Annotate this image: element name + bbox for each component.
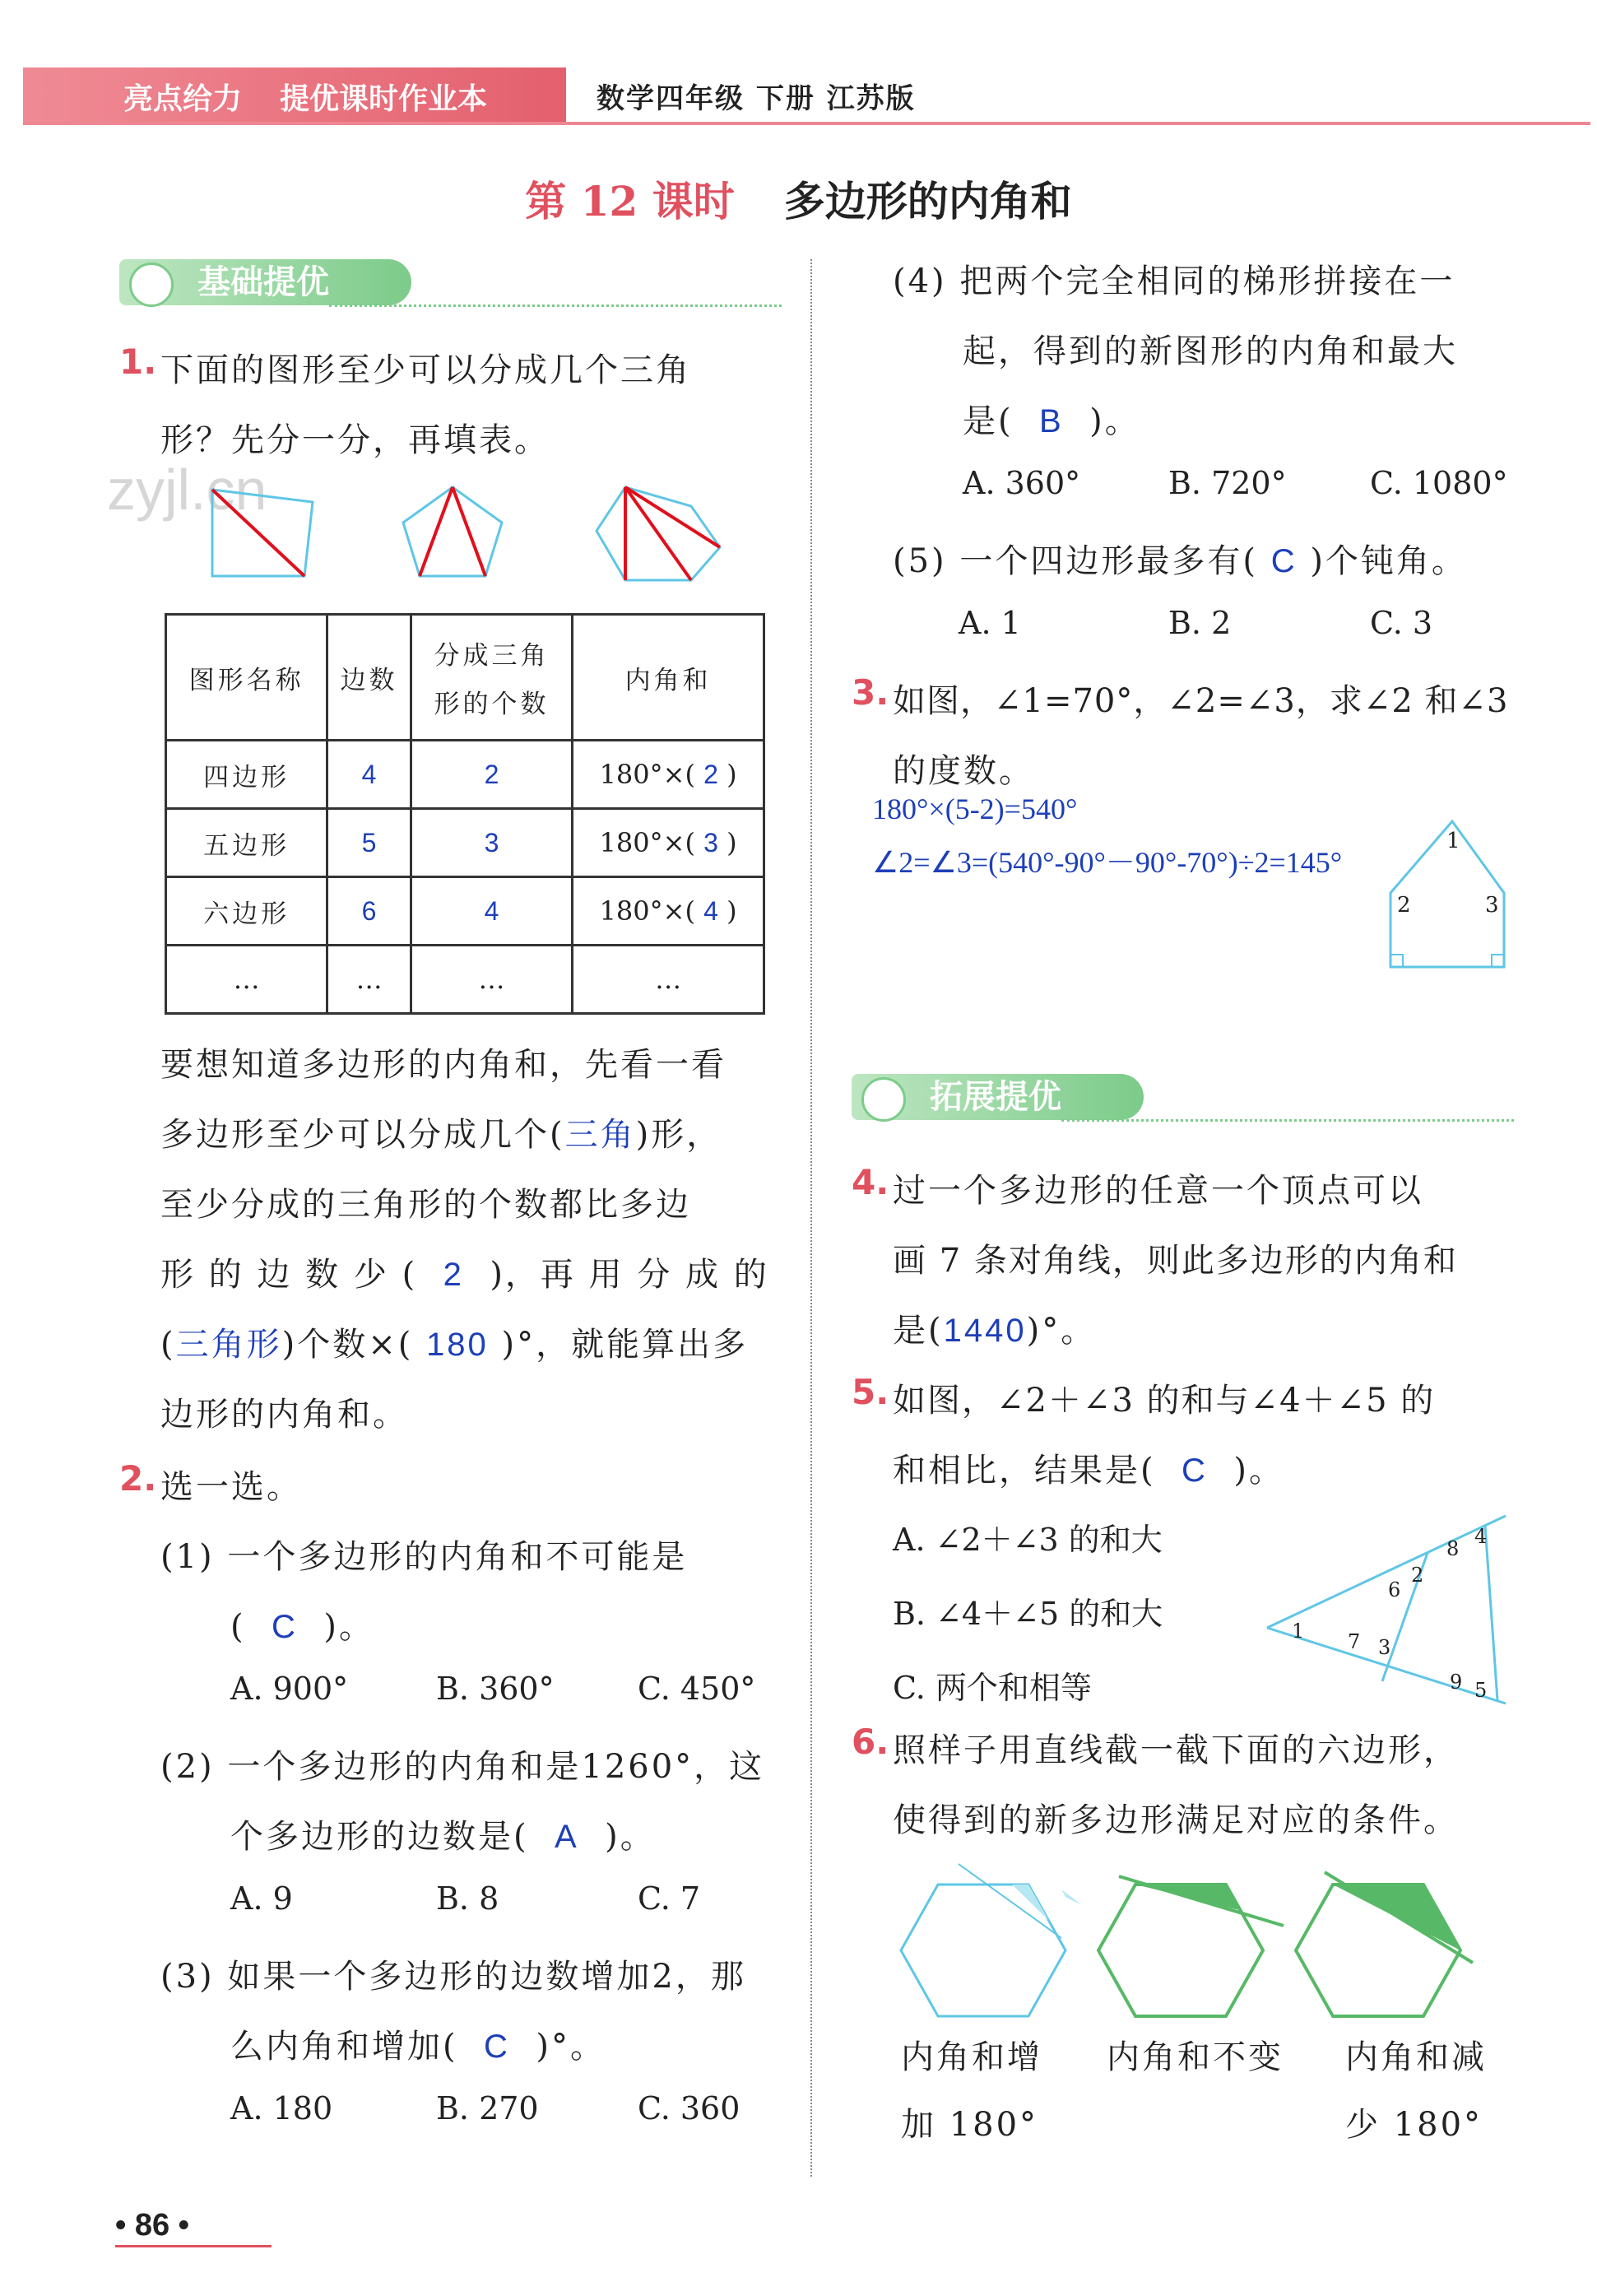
angle-label-1: 1 <box>1446 829 1460 853</box>
q4-line2: 画 7 条对角线，则此多边形的内角和 <box>893 1242 1458 1280</box>
hexagon-decrease-sum <box>1296 1872 1473 2016</box>
sprout-icon <box>129 263 174 307</box>
hexagon-keep-sum <box>1098 1876 1284 2016</box>
q2-s1-line2: ( C )。 <box>230 1608 374 1646</box>
q2-s1-opt-c: C. 450° <box>638 1671 756 1707</box>
q1-line1: 下面的图形至少可以分成几个三角 <box>160 351 691 389</box>
q1-p5: (三角形)个数×( 180 )°，就能算出多 <box>160 1326 749 1364</box>
pent-cut-line-1 <box>420 487 453 576</box>
header-book: 提优课时作业本 <box>280 82 488 116</box>
th-name: 图形名称 <box>166 615 327 741</box>
q1-p6: 边形的内角和。 <box>160 1396 408 1434</box>
q1-p2: 多边形至少可以分成几个(三角)形， <box>160 1116 722 1154</box>
q3-pentagon-figure <box>1382 815 1514 979</box>
page-number: • 86 • <box>115 2208 189 2243</box>
q5-line2: 和相比，结果是( C )。 <box>893 1452 1284 1490</box>
q2-s3-opt-c: C. 360 <box>638 2090 740 2126</box>
th-tri: 分成三角 形的个数 <box>411 615 572 741</box>
q5-number: 5. <box>852 1372 889 1412</box>
magnifier-icon <box>861 1077 906 1122</box>
q2-s3-line1: (3) 如果一个多边形的边数增加2，那 <box>160 1958 746 1996</box>
watermark: zyjl.cn <box>107 458 267 522</box>
q6-line1: 照样子用直线截一截下面的六边形， <box>893 1731 1459 1769</box>
q1-table <box>165 613 765 1015</box>
q3-line2: 的度数。 <box>893 752 1034 790</box>
fig-label-2: 2 <box>1411 1564 1424 1587</box>
fig-label-9: 9 <box>1450 1671 1463 1694</box>
page-title <box>0 169 1597 228</box>
table-row: 六边形 6 4 180°×( 4 ) <box>166 877 764 946</box>
q3-number: 3. <box>852 672 889 713</box>
quad-cut-line <box>212 490 304 576</box>
q6-caption-2-l1: 内角和不变 <box>1107 2038 1284 2076</box>
angle-label-3: 3 <box>1485 893 1499 918</box>
fig-label-5: 5 <box>1474 1679 1488 1702</box>
hexagon-example <box>901 1864 1082 2016</box>
q4-line3: 是(1440)°。 <box>893 1312 1097 1350</box>
q6-line2: 使得到的新多边形满足对应的条件。 <box>893 1801 1459 1839</box>
page-number-rule <box>115 2245 272 2247</box>
lesson-topic: 多边形的内角和 <box>783 177 1072 225</box>
table-row: … … … … <box>166 946 764 1014</box>
q6-hexagons <box>889 1860 1539 2024</box>
q2-s4-opt-a: A. 360° <box>963 465 1081 501</box>
hex-cut-line-2 <box>625 487 691 580</box>
q6-number: 6. <box>852 1722 889 1762</box>
q2-s5-line1: (5) 一个四边形最多有( C )个钝角。 <box>893 542 1467 580</box>
section-basic-rule <box>329 304 782 307</box>
q2-s1-line1: (1) 一个多边形的内角和不可能是 <box>160 1538 688 1576</box>
q2-number: 2. <box>119 1458 157 1499</box>
table-row: 四边形 4 2 180°×( 2 ) <box>166 741 764 809</box>
column-divider <box>810 259 812 2177</box>
q2-title: 选一选。 <box>160 1468 302 1506</box>
q2-s3-opt-a: A. 180 <box>230 2090 333 2126</box>
q2-s4-line3: 是( B )。 <box>963 402 1140 440</box>
q3-line1: 如图，∠1=70°，∠2=∠3，求∠2 和∠3 <box>893 682 1509 720</box>
q1-line2: 形？先分一分，再填表。 <box>160 421 550 459</box>
fig-label-7: 7 <box>1348 1630 1361 1653</box>
q5-figure <box>1259 1506 1522 1712</box>
q6-caption-3-l2: 少 180° <box>1345 2106 1483 2144</box>
q2-s4-opt-b: B. 720° <box>1168 465 1287 501</box>
fig-label-1: 1 <box>1292 1620 1305 1643</box>
q5-opt-a: A. ∠2＋∠3 的和大 <box>893 1522 1163 1558</box>
q2-s5-opt-a: A. 1 <box>959 605 1021 641</box>
q2-s1-opt-b: B. 360° <box>436 1671 555 1707</box>
q2-s2-line2: 个多边形的边数是( A )。 <box>230 1818 656 1856</box>
q2-s3-opt-b: B. 270 <box>436 2090 539 2126</box>
q6-caption-3-l1: 内角和减 <box>1345 2038 1487 2076</box>
q6-caption-1-l1: 内角和增 <box>901 2038 1042 2076</box>
pent-cut-line-2 <box>453 487 485 576</box>
q3-work-1: 180°×(5-2)=540° <box>872 792 1078 825</box>
header-subject: 数学四年级 下册 江苏版 <box>597 82 916 115</box>
q2-s2-opt-a: A. 9 <box>230 1880 293 1917</box>
th-sum: 内角和 <box>573 615 764 741</box>
q2-s4-line1: (4) 把两个完全相同的梯形拼接在一 <box>893 263 1455 300</box>
q2-s2-opt-c: C. 7 <box>638 1880 701 1917</box>
header-rule <box>23 122 1590 125</box>
pentagon-shape <box>403 487 502 576</box>
fig-label-4: 4 <box>1474 1525 1488 1548</box>
q2-s2-opt-b: B. 8 <box>436 1880 499 1917</box>
q4-line1: 过一个多边形的任意一个顶点可以 <box>893 1172 1423 1210</box>
q3-work-2: ∠2=∠3=(540°-90°－90°-70°)÷2=145° <box>872 846 1343 879</box>
q2-s4-opt-c: C. 1080° <box>1370 465 1508 501</box>
fig-label-3: 3 <box>1378 1636 1391 1659</box>
q1-p4: 形 的 边 数 少 ( 2 )，再 用 分 成 的 <box>160 1256 769 1294</box>
q5-line1: 如图，∠2＋∠3 的和与∠4＋∠5 的 <box>893 1382 1436 1420</box>
table-row: 五边形 5 3 180°×( 3 ) <box>166 809 764 877</box>
th-sides: 边数 <box>327 615 411 741</box>
fig-label-6: 6 <box>1388 1578 1401 1601</box>
q2-s5-opt-b: B. 2 <box>1168 605 1232 641</box>
header-brand: 亮点给力 <box>123 82 243 116</box>
q5-opt-b: B. ∠4＋∠5 的和大 <box>893 1596 1163 1632</box>
q1-shapes <box>197 469 740 593</box>
q2-s1-opt-a: A. 900° <box>230 1671 349 1707</box>
fig-label-8: 8 <box>1446 1537 1460 1560</box>
q2-s2-line1: (2) 一个多边形的内角和是1260°，这 <box>160 1748 765 1786</box>
q2-s3-line2: 么内角和增加( C )°。 <box>230 2028 606 2066</box>
angle-label-2: 2 <box>1397 893 1411 918</box>
section-basic-badge: 基础提优 <box>119 259 411 305</box>
section-extend-badge: 拓展提优 <box>852 1074 1144 1120</box>
section-extend-rule <box>1061 1119 1514 1122</box>
q5-opt-c: C. 两个和相等 <box>893 1670 1092 1706</box>
q4-number: 4. <box>852 1162 889 1202</box>
q2-s5-opt-c: C. 3 <box>1370 605 1433 641</box>
q6-caption-1-l2: 加 180° <box>901 2106 1039 2144</box>
lesson-number: 第 12 课时 <box>525 177 735 225</box>
q1-p3: 至少分成的三角形的个数都比多边 <box>160 1186 691 1224</box>
q1-p1: 要想知道多边形的内角和，先看一看 <box>160 1046 727 1084</box>
q2-s4-line2: 起，得到的新图形的内角和最大 <box>963 332 1458 370</box>
hex-cut-line-3 <box>625 487 720 547</box>
q1-number: 1. <box>119 342 157 382</box>
